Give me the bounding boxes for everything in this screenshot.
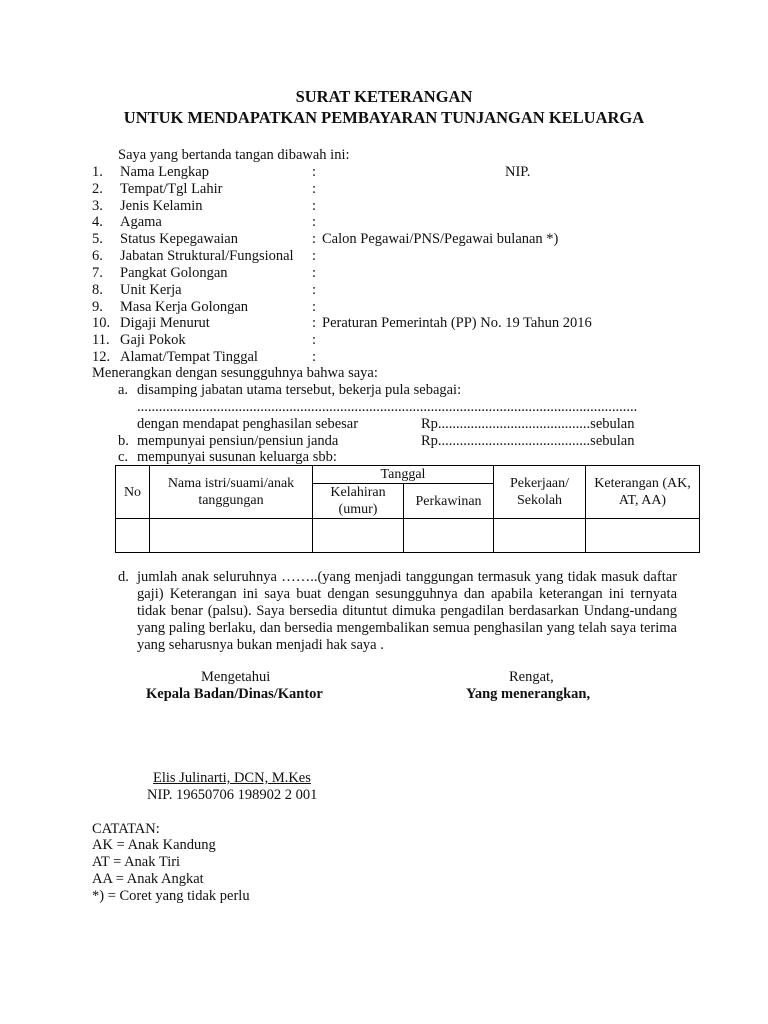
- document-subtitle: UNTUK MENDAPATKAN PEMBAYARAN TUNJANGAN KELUARGA: [123, 108, 645, 127]
- pension-amount: Rp..........................................sebulan: [421, 433, 635, 449]
- field-label: Unit Kerja: [120, 282, 182, 298]
- item-marker: d.: [118, 569, 129, 585]
- place-label: Rengat,: [509, 669, 554, 685]
- list-item: AT = Anak Tiri: [92, 854, 181, 870]
- table-row: [116, 519, 700, 553]
- field-label: Agama: [120, 214, 162, 230]
- table-cell: [586, 519, 700, 553]
- declarant-label: Yang menerangkan,: [466, 686, 591, 702]
- field-label: Masa Kerja Golongan: [120, 299, 249, 315]
- header-nama: Nama istri/suami/anak tanggungan: [150, 466, 313, 519]
- table-header-row: [116, 466, 700, 484]
- acknowledge-label: Mengetahui: [201, 669, 271, 685]
- table-cell: [150, 519, 313, 553]
- intro-text: Saya yang bertanda tangan dibawah ini:: [118, 147, 350, 163]
- table-cell: [313, 519, 404, 553]
- signer-nip: NIP. 19650706 198902 2 001: [147, 787, 318, 803]
- nip-label: NIP.: [505, 164, 531, 180]
- list-item: AK = Anak Kandung: [92, 837, 216, 853]
- item-a-text: disamping jabatan utama tersebut, bekerja pula sebagai:: [137, 382, 462, 398]
- item-marker: a.: [118, 382, 129, 398]
- header-tanggal: Tanggal: [313, 466, 494, 484]
- field-label: Tempat/Tgl Lahir: [120, 181, 223, 197]
- income-amount: Rp..........................................sebulan: [421, 416, 635, 432]
- statement-paragraph: jumlah anak seluruhnya ……..(yang menjadi tanggungan termasuk yang tidak masuk daftar gaji) Keterangan ini saya buat dengan sesungguhnya dan apabila keterangan ini ternyata tidak benar (palsu). Saya bersedia dituntut dimuka pengadilan berdasarkan Undang-undang yang paling berlaku, dan bersedia mengembalikan semua penghasilan yang telah saya terima yang seharusnya bukan menjadi hak saya .: [137, 569, 677, 653]
- header-pekerjaan: Pekerjaan/ Sekolah: [494, 466, 586, 519]
- field-label: Jenis Kelamin: [120, 198, 203, 214]
- field-label: Nama Lengkap: [120, 164, 209, 180]
- field-label: Jabatan Struktural/Fungsional: [120, 248, 294, 264]
- office-head-label: Kepala Badan/Dinas/Kantor: [146, 686, 323, 702]
- field-value: Peraturan Pemerintah (PP) No. 19 Tahun 2016: [322, 315, 592, 331]
- header-perkawinan: Perkawinan: [404, 484, 494, 519]
- table-cell: [404, 519, 494, 553]
- table-cell: [116, 519, 150, 553]
- field-label: Gaji Pokok: [120, 332, 186, 348]
- table-cell: [494, 519, 586, 553]
- field-label: Pangkat Golongan: [120, 265, 228, 281]
- income-label: dengan mendapat penghasilan sebesar: [137, 416, 359, 432]
- field-value: Calon Pegawai/PNS/Pegawai bulanan *): [322, 231, 559, 247]
- header-no: No: [116, 466, 150, 519]
- notes-title: CATATAN:: [92, 821, 160, 837]
- field-label: Digaji Menurut: [120, 315, 210, 331]
- item-b-text: mempunyai pensiun/pensiun janda: [137, 433, 339, 449]
- document-title: SURAT KETERANGAN: [295, 87, 473, 106]
- list-item: AA = Anak Angkat: [92, 871, 204, 887]
- item-c-text: mempunyai susunan keluarga sbb:: [137, 449, 337, 465]
- item-marker: b.: [118, 433, 129, 449]
- list-item: *) = Coret yang tidak perlu: [92, 888, 250, 904]
- declaration-text: Menerangkan dengan sesungguhnya bahwa saya:: [92, 365, 378, 381]
- field-label: Alamat/Tempat Tinggal: [120, 349, 258, 365]
- family-table: [115, 465, 700, 553]
- header-keterangan: Keterangan (AK, AT, AA): [586, 466, 700, 519]
- item-marker: c.: [118, 449, 129, 465]
- field-label: Status Kepegawaian: [120, 231, 238, 247]
- header-kelahiran: Kelahiran (umur): [313, 484, 404, 519]
- dotted-line: ..........................................................................................................................................: [137, 399, 638, 415]
- signer-name: Elis Julinarti, DCN, M.Kes: [153, 770, 311, 786]
